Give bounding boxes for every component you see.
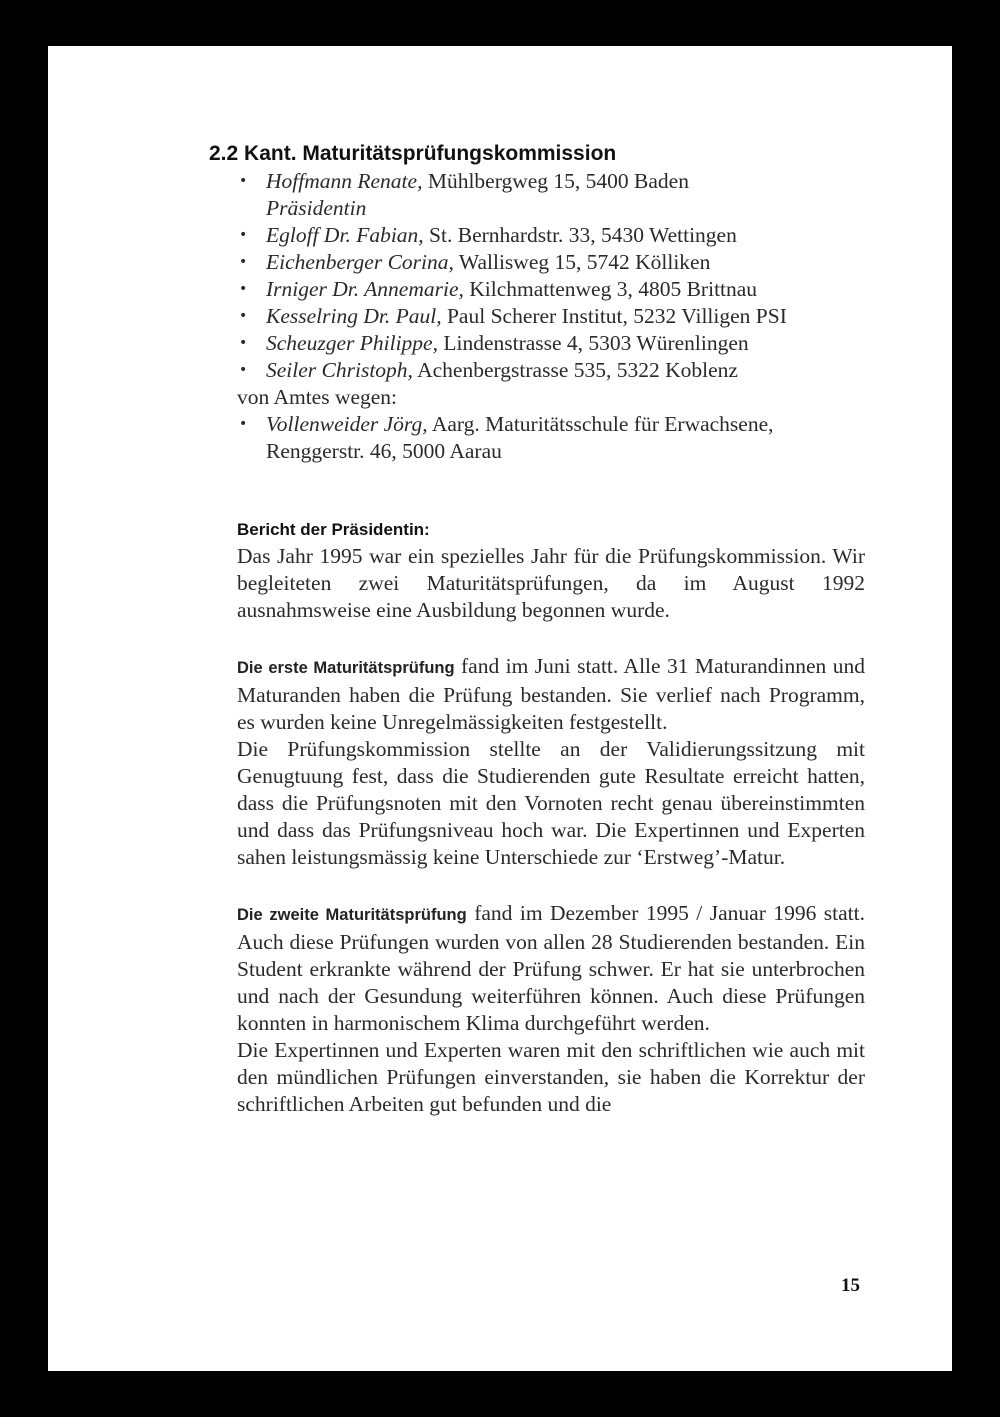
second-exam-lead: Die zweite Maturitätsprüfung (237, 906, 467, 924)
document-page (48, 46, 952, 1371)
page-content (209, 140, 866, 1118)
commission-member-list (237, 168, 865, 384)
ex-officio-member-list (237, 411, 865, 465)
member-address: Paul Scherer Institut, 5232 Villigen PSI (441, 304, 787, 328)
bullet-icon: • (239, 416, 248, 432)
list-item (237, 330, 865, 357)
first-exam-paragraph-2: Die Prüfungskommission stellte an der Validierungssitzung mit Genugtuung fest, dass die Studierenden gute Resultate erreicht hatten, dass die Prüfungsnoten mit den Vornoten recht genau übereinstimmten und dass das Prüfungsniveau hoch war. Die Expertinnen und Experten sahen leistungsmässig keine Unterschiede zur ‘Erstweg’-Matur. (237, 737, 865, 869)
bullet-icon: • (239, 254, 248, 270)
member-name: Hoffmann Renate, (266, 169, 423, 193)
list-item (237, 249, 865, 276)
bullet-icon: • (239, 335, 248, 351)
report-heading: Bericht der Präsidentin: (237, 520, 430, 539)
member-address: St. Bernhardstr. 33, 5430 Wettingen (423, 223, 737, 247)
list-item (237, 357, 865, 384)
page-number: 15 (841, 1275, 860, 1296)
section-title: 2.2 Kant. Maturitätsprüfungskommission (209, 142, 617, 165)
member-name: Kesselring Dr. Paul, (266, 304, 442, 328)
list-item (237, 276, 865, 303)
list-item (237, 222, 865, 249)
bullet-icon: • (239, 227, 248, 243)
bullet-icon: • (239, 308, 248, 324)
second-exam-paragraph (237, 900, 865, 1037)
member-name: Vollenweider Jörg, (266, 412, 428, 436)
member-address: Wallisweg 15, 5742 Kölliken (453, 250, 711, 274)
first-exam-text: fand im Juni statt. Alle 31 Maturandinnen und Maturanden haben die Prüfung bestanden. Sie verlief nach Programm, es wurden keine Unregelmässigkeiten festgestellt. (237, 654, 865, 734)
list-item (237, 411, 865, 465)
member-address: Lindenstrasse 4, 5303 Würenlingen (437, 331, 749, 355)
ex-officio-label: von Amtes wegen: (237, 385, 398, 409)
member-name: Seiler Christoph, (266, 358, 413, 382)
member-name: Scheuzger Philippe, (266, 331, 438, 355)
member-address: Aarg. Maturitätsschule für Erwachsene, Renggerstr. 46, 5000 Aarau (266, 412, 774, 463)
bullet-icon: • (239, 281, 248, 297)
first-exam-paragraph (237, 653, 865, 736)
member-address: Mühlbergweg 15, 5400 Baden (422, 169, 689, 193)
member-name: Egloff Dr. Fabian, (266, 223, 424, 247)
member-name: Irniger Dr. Annemarie, (266, 277, 464, 301)
second-exam-paragraph-2: Die Expertinnen und Experten waren mit den schriftlichen wie auch mit den mündlichen Prüfungen einverstanden, sie haben die Korrektur der schriftlichen Arbeiten gut befunden und die (237, 1038, 865, 1116)
first-exam-lead: Die erste Maturitätsprüfung (237, 659, 455, 677)
list-item (237, 168, 865, 222)
member-address: Kilchmattenweg 3, 4805 Brittnau (463, 277, 758, 301)
member-name: Eichenberger Corina, (266, 250, 454, 274)
list-item (237, 303, 865, 330)
member-role: Präsidentin (266, 196, 367, 220)
report-intro-paragraph: Das Jahr 1995 war ein spezielles Jahr für die Prüfungskommission. Wir begleiteten zwei Maturitätsprüfungen, da im August 1992 ausnahmsweise eine Ausbildung begonnen wurde. (237, 544, 865, 622)
member-address: Achenbergstrasse 535, 5322 Koblenz (412, 358, 738, 382)
bullet-icon: • (239, 173, 248, 189)
bullet-icon: • (239, 362, 248, 378)
second-exam-text: fand im Dezember 1995 / Januar 1996 statt. Auch diese Prüfungen wurden von allen 28 Studierenden bestanden. Ein Student erkrankte während der Prüfung schwer. Er hat sie unterbrochen und nach der Gesundung weiterführen können. Auch diese Prüfungen konnten in harmonischem Klima durchgeführt werden. (237, 901, 866, 1035)
